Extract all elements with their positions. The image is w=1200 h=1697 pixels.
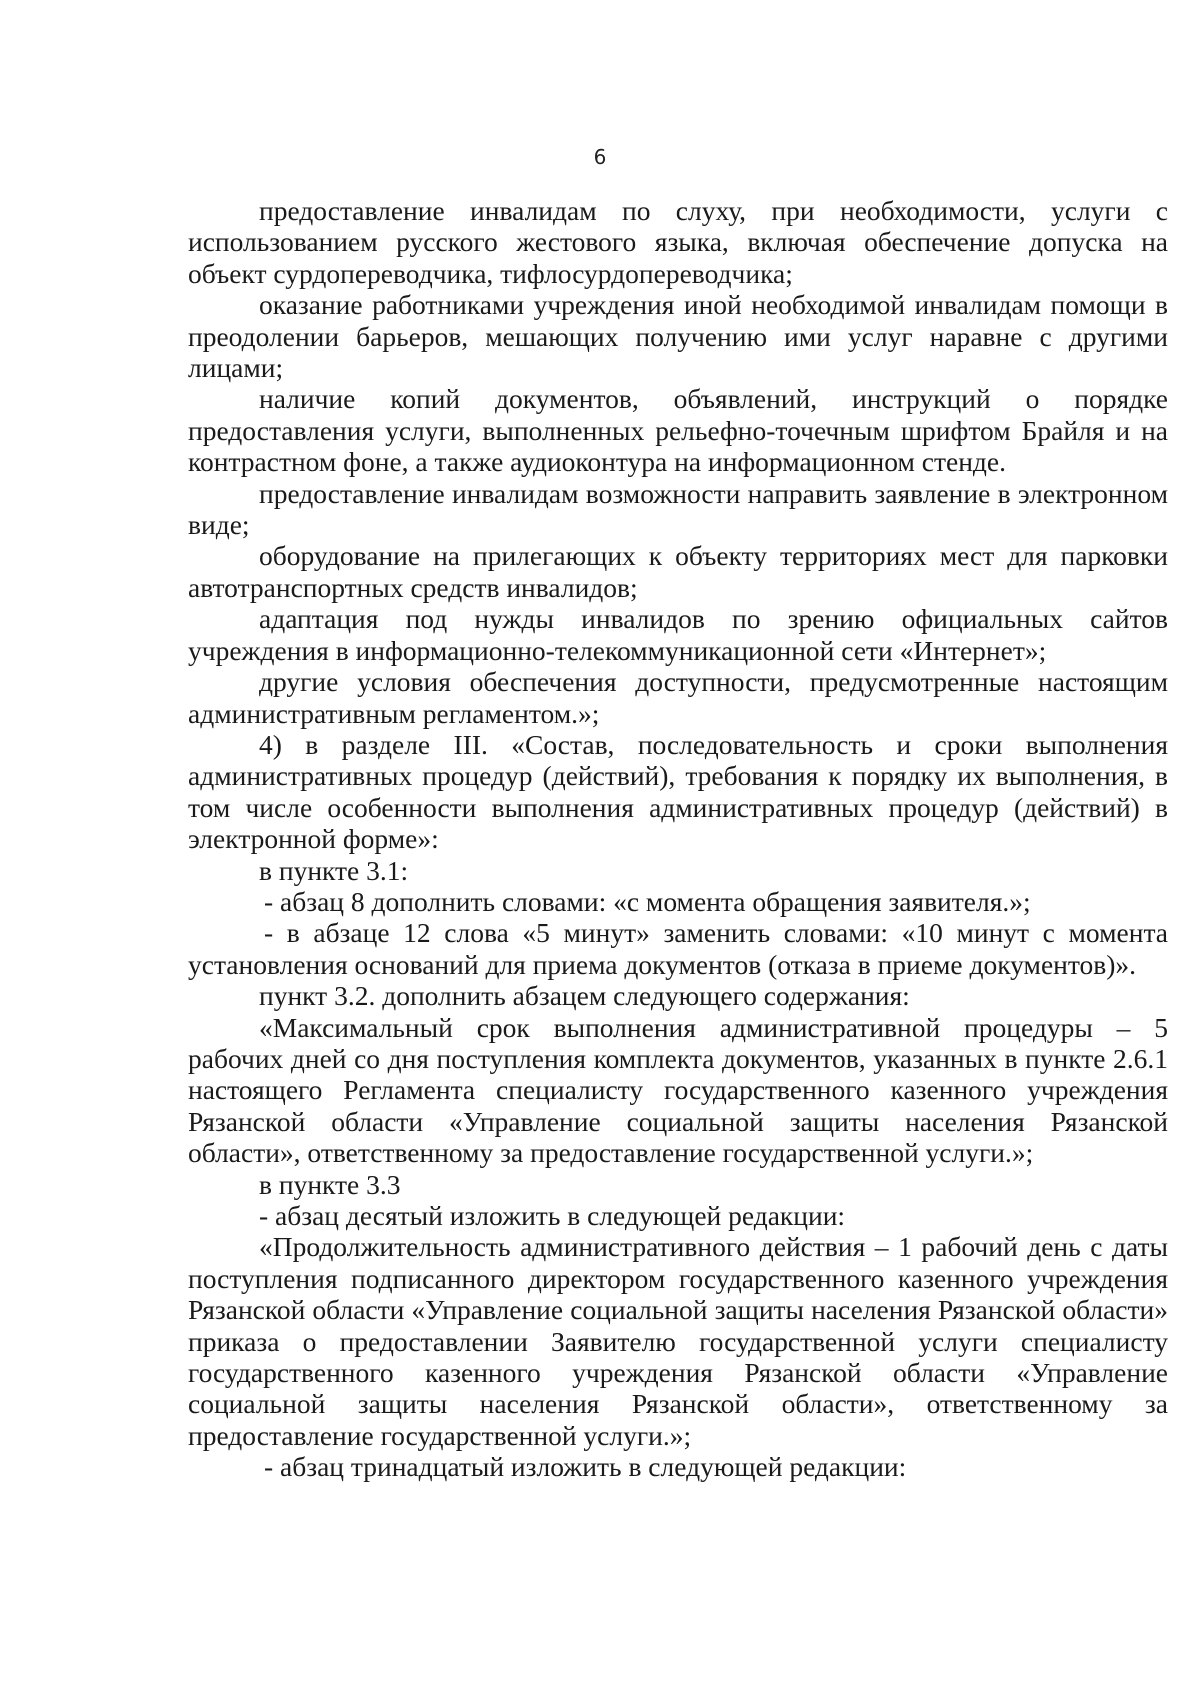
page-number: 6: [593, 145, 607, 169]
paragraph: пункт 3.2. дополнить абзацем следующего содержания:: [259, 980, 910, 1012]
paragraph: оборудование на прилегающих к объекту территориях мест для парковки автотранспортных средств инвалидов;: [188, 540, 1168, 603]
paragraph: - абзац 8 дополнить словами: «с момента обращения заявителя.»;: [264, 885, 1031, 917]
paragraph: адаптация под нужды инвалидов по зрению официальных сайтов учреждения в информационно-телекоммуникационной сети «Интернет»;: [188, 603, 1168, 666]
paragraph: - абзац тринадцатый изложить в следующей редакции:: [264, 1451, 907, 1483]
paragraph: предоставление инвалидам возможности направить заявление в электронном виде;: [188, 477, 1168, 541]
paragraph: «Продолжительность административного действия – 1 рабочий день с даты поступления подписанного директором государственного казенного учреждения Рязанской области «Управление социальной защиты населения Рязанской области» приказа о предоставлении Заявителю государственной услуги специалисту государственного казенного учреждения Рязанской области «Управление социальной защиты населения Рязанской области», ответственному за предоставление государственной услуги.»;: [188, 1231, 1168, 1451]
paragraph: наличие копий документов, объявлений, инструкций о порядке предоставления услуги, выполненных рельефно-точечным шрифтом Брайля и на контрастном фоне, а также аудиоконтура на информационном стенде.: [188, 383, 1168, 478]
paragraph: - в абзаце 12 слова «5 минут» заменить словами: «10 минут с момента установления оснований для приема документов (отказа в приеме документов)».: [188, 917, 1168, 980]
paragraph: «Максимальный срок выполнения административной процедуры – 5 рабочих дней со дня поступления комплекта документов, указанных в пункте 2.6.1 настоящего Регламента специалисту государственного казенного учреждения Рязанской области «Управление социальной защиты населения Рязанской области», ответственному за предоставление государственной услуги.»;: [188, 1011, 1168, 1169]
document-body: [188, 195, 1168, 1483]
paragraph: предоставление инвалидам по слуху, при необходимости, услуги с использованием русского жестового языка, включая обеспечение допуска на объект сурдопереводчика, тифлосурдопереводчика;: [188, 195, 1168, 289]
paragraph: оказание работниками учреждения иной необходимой инвалидам помощи в преодолении барьеров, мешающих получению ими услуг наравне с другими лицами;: [188, 289, 1168, 384]
paragraph: 4) в разделе III. «Состав, последовательность и сроки выполнения административных процедур (действий), требования к порядку их выполнения, в том числе особенности выполнения административных процедур (действий) в электронной форме»:: [188, 728, 1168, 855]
paragraph: в пункте 3.3: [259, 1168, 401, 1200]
paragraph: другие условия обеспечения доступности, предусмотренные настоящим административным регламентом.»;: [188, 666, 1168, 729]
paragraph: - абзац десятый изложить в следующей редакции:: [259, 1200, 846, 1231]
paragraph: в пункте 3.1:: [259, 854, 409, 886]
